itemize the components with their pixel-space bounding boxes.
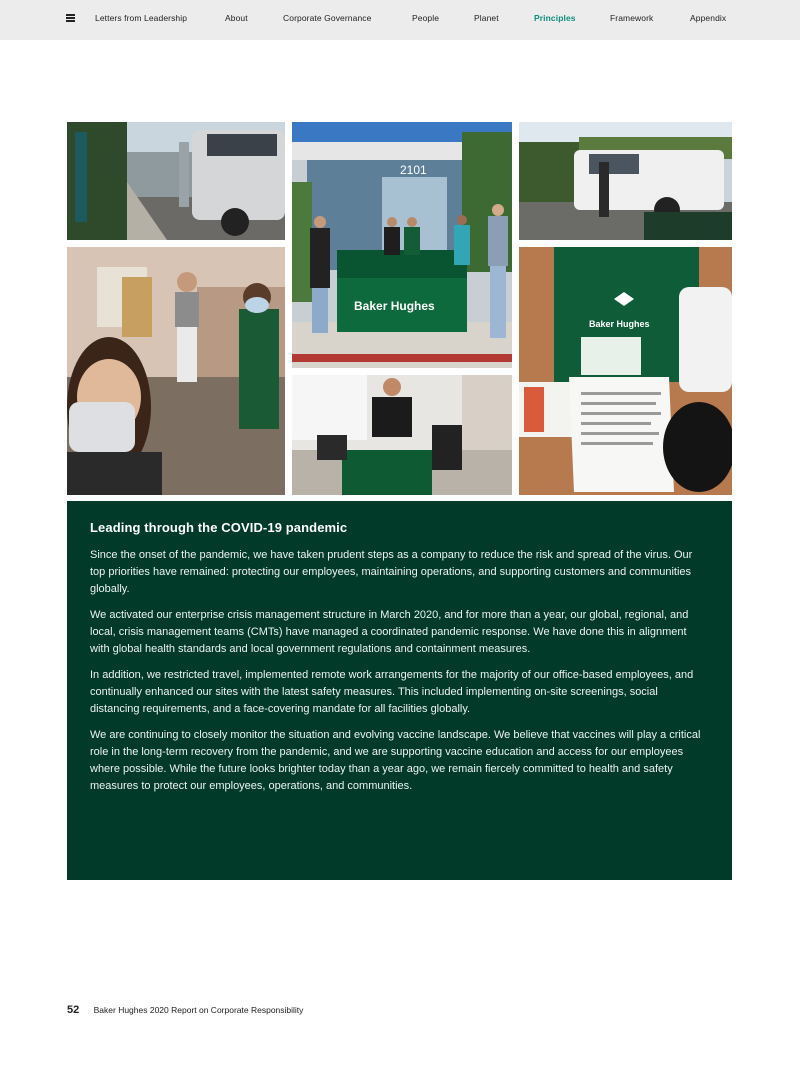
photo-office-selfie — [67, 247, 285, 495]
photo-desk-bags — [292, 375, 512, 495]
page-footer — [67, 1004, 303, 1016]
photo-care-package — [519, 247, 732, 495]
photo-storefront-team — [292, 122, 512, 368]
top-navigation — [0, 0, 800, 40]
nav-item-people[interactable]: People — [412, 13, 440, 23]
nav-item-planet[interactable]: Planet — [474, 13, 499, 23]
banner-brand-text: Baker Hughes — [354, 299, 435, 313]
nav-item-letters-from-leadership[interactable]: Letters from Leadership — [95, 13, 188, 23]
article-paragraph-2: We activated our enterprise crisis management structure in March 2020, and for more than a year, our global, regional, and local, crisis management teams (CMTs) have managed a coordinated pandemic response. We have done this in alignment with global health standards and local government regulations and containment measures. — [90, 609, 689, 655]
article-paragraph-4: We are continuing to closely monitor the situation and evolving vaccine landscape. We believe that vaccines will play a critical role in the long-term recovery from the pandemic, and we are supporting vaccine education and access for our employees where possible. While the future looks brighter today than a year ago, we remain fiercely committed to health and safety measures to protect our employees, operations, and communities. — [90, 729, 701, 792]
article-paragraph-1: Since the onset of the pandemic, we have taken prudent steps as a company to reduce the risk and spread of the virus. Our top priorities have remained: protecting our employees, maintaining operations, and supporting customers and communities globally. — [90, 549, 693, 595]
photo-parking-lot-truck — [67, 122, 285, 240]
nav-item-principles[interactable]: Principles — [534, 13, 576, 23]
nav-item-about[interactable]: About — [225, 13, 248, 23]
article-paragraph-3: In addition, we restricted travel, implemented remote work arrangements for the majority of our office-based employees, and continually enhanced our sites with the latest safety measures. This included implementing on-site screenings, social distancing requirements, and a face-covering mandate for all facilities globally. — [90, 669, 694, 715]
nav-item-corporate-governance[interactable]: Corporate Governance — [283, 13, 372, 23]
building-number: 2101 — [400, 163, 427, 177]
bag-brand-text: Baker Hughes — [589, 319, 650, 329]
photo-white-truck — [519, 122, 732, 240]
nav-item-framework[interactable]: Framework — [610, 13, 654, 23]
covid-article-panel — [67, 501, 732, 880]
report-title: Baker Hughes 2020 Report on Corporate Responsibility — [93, 1005, 304, 1015]
hamburger-icon[interactable] — [66, 14, 76, 24]
page-number: 52 — [67, 1004, 80, 1016]
article-title: Leading through the COVID-19 pandemic — [90, 520, 348, 535]
nav-item-appendix[interactable]: Appendix — [690, 13, 727, 23]
